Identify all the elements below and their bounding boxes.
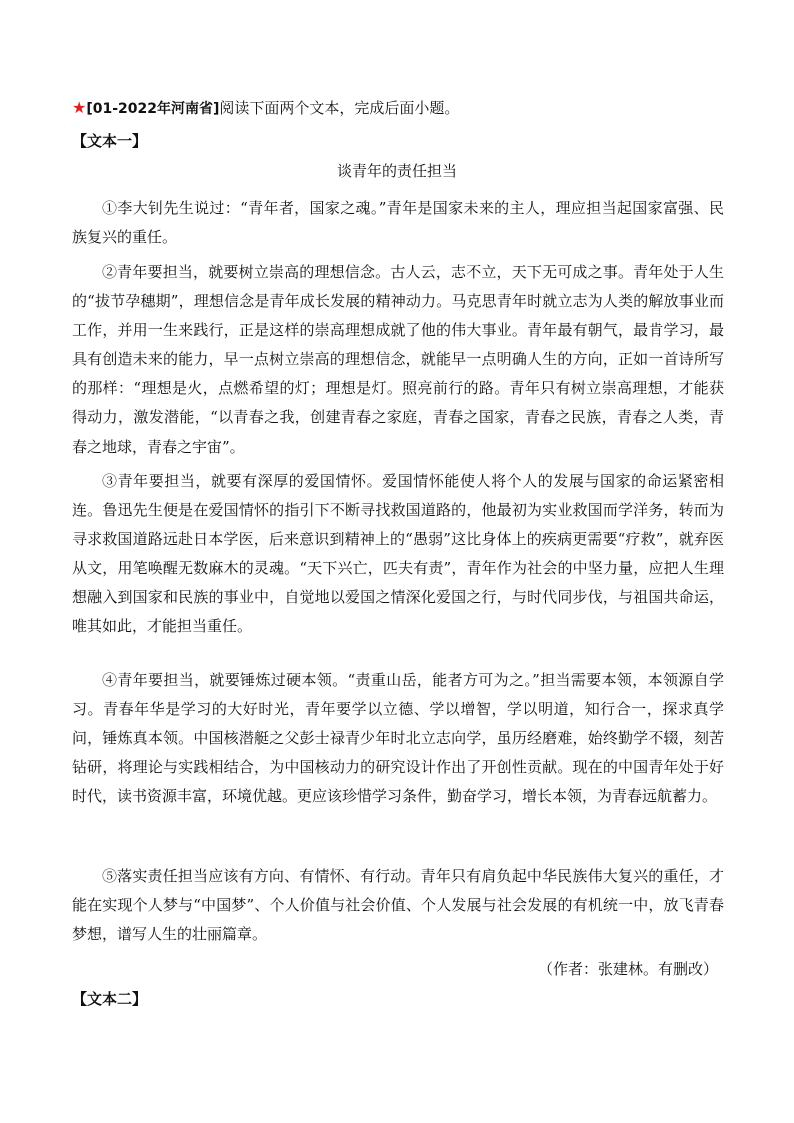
source-tag: [01-2022年河南省] xyxy=(86,101,220,117)
author-note: （作者：张建林。有删改） xyxy=(537,960,718,978)
instruction-text: 阅读下面两个文本，完成后面小题。 xyxy=(219,99,460,117)
star-icon: ★ xyxy=(72,98,87,117)
text2-label: 【文本二】 xyxy=(72,990,148,1008)
paragraph-5: ⑤落实责任担当应该有方向、有情怀、有行动。青年只有肩负起中华民族伟大复兴的重任，才能在实现个人梦与“中国梦”、个人价值与社会价值、个人发展与社会发展的有机统一中，放飞青春梦想，谱写人生的壮丽篇章。 xyxy=(72,867,724,944)
text1-label: 【文本一】 xyxy=(72,132,148,150)
paragraph-2: ②青年要担当，就要树立崇高的理想信念。古人云，志不立，天下无可成之事。青年处于人生的“拔节孕穗期”，理想信念是青年成长发展的精神动力。马克思青年时就立志为人类的解放事业而工作，并用一生来践行，正是这样的崇高理想成就了他的伟大事业。青年最有朝气，最肯学习，最具有创造未来的能力，早一点树立崇高的理想信念，就能早一点明确人生的方向，正如一首诗所写的那样：“理想是火，点燃希望的灯；理想是灯。照亮前行的路。青年只有树立崇高理想，才能获得动力，激发潜能，“以青春之我，创建青春之家庭，青春之国家，青春之民族，青春之人类，青春之地球，青春之宇宙”。 xyxy=(72,263,724,456)
question-header xyxy=(72,97,722,120)
paragraph-3: ③青年要担当，就要有深厚的爱国情怀。爱国情怀能使人将个人的发展与国家的命运紧密相连。鲁迅先生便是在爱国情怀的指引下不断寻找救国道路的，他最初为实业救国而学洋务，转而为寻求救国道路远赴日本学医，后来意识到精神上的“愚弱”这比身体上的疾病更需要“疗救”，就弃医从文，用笔唤醒无数麻木的灵魂。“天下兴亡，匹夫有责”，青年作为社会的中坚力量，应把人生理想融入到国家和民族的事业中，自觉地以爱国之情深化爱国之行，与时代同步伐，与祖国共命运，唯其如此，才能担当重任。 xyxy=(72,472,724,636)
article-title: 谈青年的责任担当 xyxy=(336,162,457,180)
paragraph-4: ④青年要担当，就要锤炼过硬本领。“责重山岳，能者方可为之。”担当需要本领，本领源自学习。青春年华是学习的大好时光，青年要学以立德、学以增智，学以明道，知行合一，探求真学问，锤炼真本领。中国核潜艇之父彭士禄青少年时北立志向学，虽历经磨难，始终勤学不辍，刻苦钻研，将理论与实践相结合，为中国核动力的研究设计作出了开创性贡献。现在的中国青年处于好时代，读书资源丰富，环境优越。更应该珍惜学习条件，勤奋学习，增长本领，为青春远航蓄力。 xyxy=(72,671,724,806)
paragraph-1: ①李大钊先生说过：“青年者，国家之魂。”青年是国家未来的主人，理应担当起国家富强、民族复兴的重任。 xyxy=(72,199,724,247)
